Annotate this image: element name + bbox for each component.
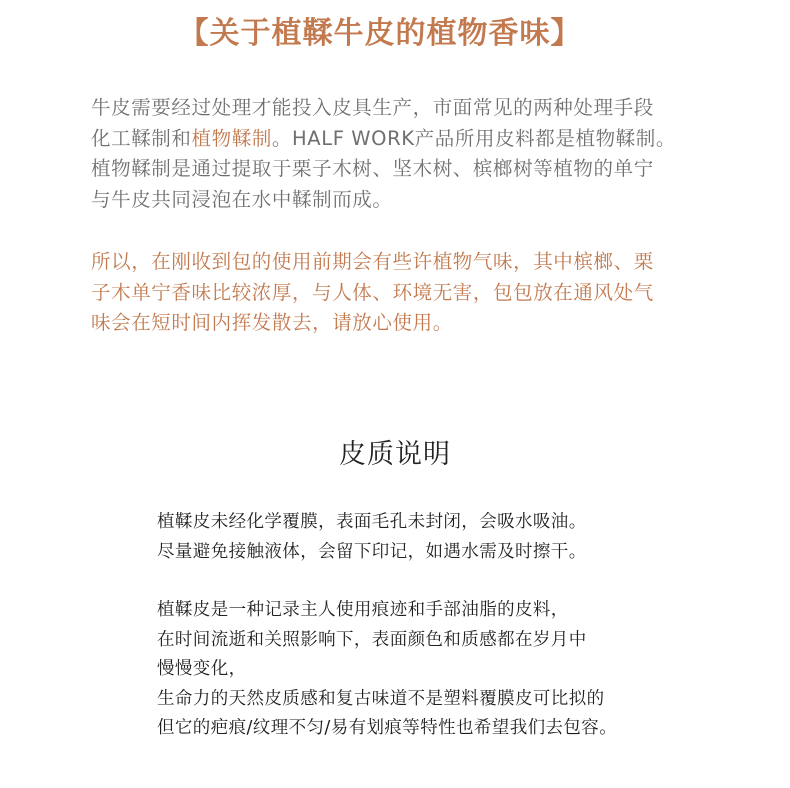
intro-line: 植物鞣制是通过提取于栗子木树、坚木树、槟榔树等植物的单宁: [91, 157, 654, 180]
intro-line: [91, 124, 676, 155]
intro-paragraph: [91, 93, 676, 215]
scent-notice-line: 子木单宁香味比较浓厚，与人体、环境无害，包包放在通风处气: [91, 280, 654, 304]
intro-text: 化工鞣制和: [91, 126, 192, 150]
leather-character-line: 在时间流逝和关照影响下，表面颜色和质感都在岁月中: [157, 629, 587, 650]
leather-character-line: 慢慢变化，: [157, 659, 247, 679]
scent-notice-paragraph: [91, 247, 654, 339]
leather-care-line: 尽量避免接触液体，会留下印记，如遇水需及时擦干。: [157, 541, 587, 562]
vegetable-tanning-highlight: 植物鞣制: [191, 126, 272, 150]
leather-character-line: 但它的疤痕/纹理不匀/易有划痕等特性也希望我们去包容。: [157, 718, 618, 738]
scent-notice-line: 所以，在刚收到包的使用前期会有些许植物气味，其中槟榔、栗: [91, 250, 654, 273]
leather-care-line: 植鞣皮未经化学覆膜，表面毛孔未封闭，会吸水吸油。: [157, 512, 587, 532]
leather-character-line: 植鞣皮是一种记录主人使用痕迹和手部油脂的皮料，: [157, 600, 569, 620]
intro-line: 与牛皮共同浸泡在水中鞣制而成。: [91, 187, 393, 211]
leather-character-line: 生命力的天然皮质感和复古味道不是塑料覆膜皮可比拟的: [157, 688, 605, 709]
intro-line: 牛皮需要经过处理才能投入皮具生产，市面常见的两种处理手段: [91, 96, 654, 119]
leather-character-block: [157, 596, 617, 744]
leather-care-block: [157, 508, 587, 567]
intro-text: 。HALF WORK产品所用皮料都是植物鞣制。: [271, 126, 676, 150]
page-title: 【关于植鞣牛皮的植物香味】: [178, 16, 582, 51]
scent-notice-line: 味会在短时间内挥发散去，请放心使用。: [91, 311, 453, 334]
leather-section-title: 皮质说明: [339, 439, 451, 470]
